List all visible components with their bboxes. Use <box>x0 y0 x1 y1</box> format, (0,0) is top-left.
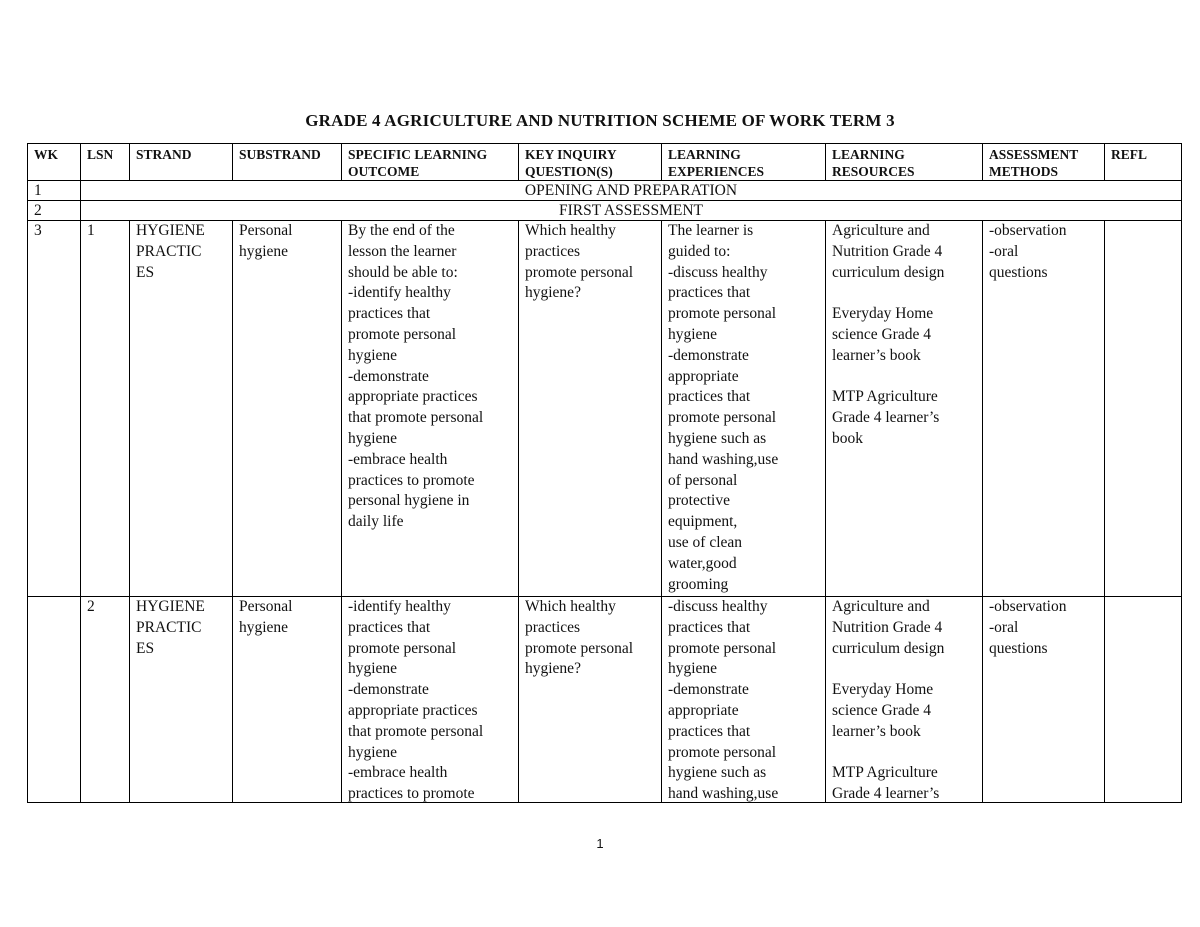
scheme-of-work-table <box>27 143 1182 803</box>
table-row <box>28 597 1182 803</box>
week-cell: 3 <box>34 222 42 239</box>
assessment-cell: -observation -oral questions <box>989 598 1067 657</box>
header-lsn: LSN <box>81 144 130 181</box>
page-number: 1 <box>596 836 604 851</box>
strand-cell: HYGIENE PRACTIC ES <box>136 598 205 657</box>
table-row <box>28 221 1182 597</box>
table-header-row <box>28 144 1182 181</box>
header-wk: WK <box>28 144 81 181</box>
experiences-cell: -discuss healthy practices that promote personal hygiene -demonstrate appropriate practices that promote personal hygiene such as hand washing,use <box>668 598 779 802</box>
lesson-cell: 1 <box>87 222 95 239</box>
table-row <box>28 181 1182 201</box>
substrand-cell: Personal hygiene <box>239 222 293 260</box>
span-cell: OPENING AND PREPARATION <box>81 181 1182 201</box>
header-key-inquiry-questions: KEY INQUIRY QUESTION(S) <box>519 144 662 181</box>
outcome-cell: By the end of the lesson the learner should be able to: -identify healthy practices that promote personal hygiene -demonstrate appropriate practices that promote personal hygiene -embrace health practices to promote personal hygiene in daily life <box>348 222 484 531</box>
week-cell: 1 <box>28 181 81 201</box>
experiences-cell: The learner is guided to: -discuss healthy practices that promote personal hygiene -demonstrate appropriate practices that promote personal hygiene such as hand washing,use of personal protective equipment, use of clean water,good grooming <box>668 222 779 593</box>
span-cell: FIRST ASSESSMENT <box>81 201 1182 221</box>
header-strand: STRAND <box>130 144 233 181</box>
resources-cell: Agriculture and Nutrition Grade 4 curriculum design Everyday Home science Grade 4 learner’s book MTP Agriculture Grade 4 learner’s book <box>832 222 945 447</box>
page-title: GRADE 4 AGRICULTURE AND NUTRITION SCHEME OF WORK TERM 3 <box>305 111 895 130</box>
outcome-cell: -identify healthy practices that promote personal hygiene -demonstrate appropriate practices that promote personal hygiene -embrace health practices to promote <box>348 598 484 802</box>
header-substrand: SUBSTRAND <box>233 144 342 181</box>
header-learning-experiences: LEARNING EXPERIENCES <box>662 144 826 181</box>
header-learning-resources: LEARNING RESOURCES <box>826 144 983 181</box>
table-row <box>28 201 1182 221</box>
week-cell: 2 <box>28 201 81 221</box>
header-specific-learning-outcome: SPECIFIC LEARNING OUTCOME <box>342 144 519 181</box>
inquiry-cell: Which healthy practices promote personal hygiene? <box>525 598 634 678</box>
resources-cell: Agriculture and Nutrition Grade 4 curriculum design Everyday Home science Grade 4 learner’s book MTP Agriculture Grade 4 learner’s <box>832 598 945 802</box>
lesson-cell: 2 <box>87 598 95 615</box>
assessment-cell: -observation -oral questions <box>989 222 1067 281</box>
inquiry-cell: Which healthy practices promote personal hygiene? <box>525 222 634 302</box>
header-reflection: REFL <box>1105 144 1182 181</box>
header-assessment-methods: ASSESSMENT METHODS <box>983 144 1105 181</box>
strand-cell: HYGIENE PRACTIC ES <box>136 222 205 281</box>
substrand-cell: Personal hygiene <box>239 598 293 636</box>
